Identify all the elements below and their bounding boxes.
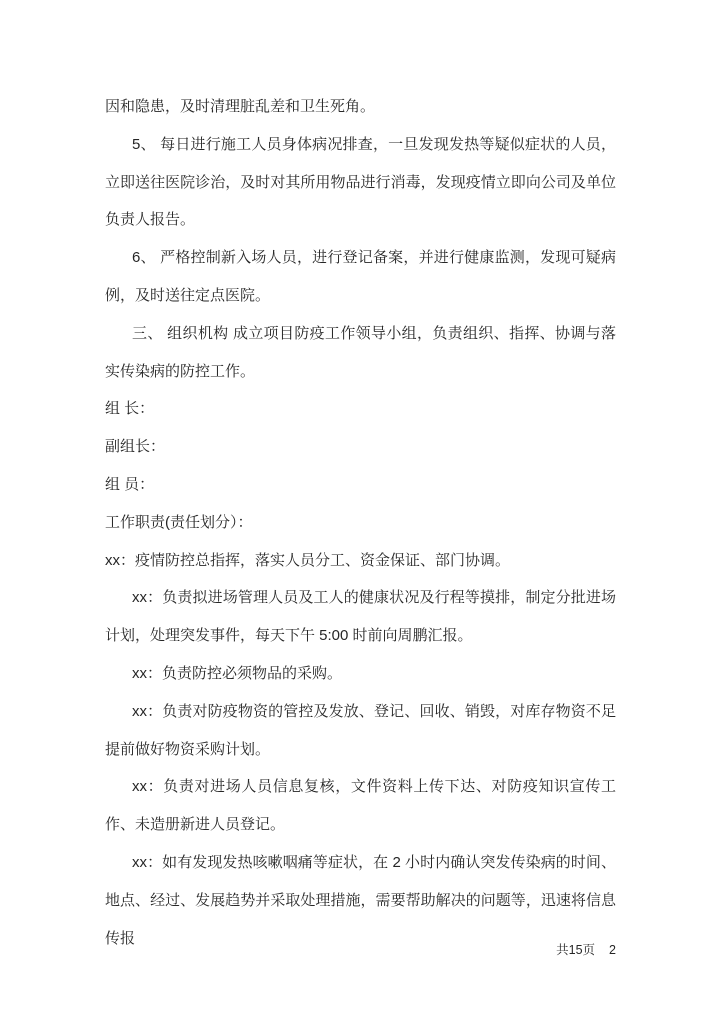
- paragraph: xx：负责对防疫物资的管控及发放、登记、回收、销毁，对库存物资不足提前做好物资采购计划。: [105, 702, 616, 758]
- paragraph: 组 长：: [105, 400, 155, 418]
- document-body: [105, 88, 616, 957]
- paragraph: xx：负责防控必须物品的采购。: [132, 664, 343, 682]
- paragraph: xx：疫情防控总指挥，落实人员分工、资金保证、部门协调。: [105, 551, 511, 569]
- paragraph: 5、 每日进行施工人员身体病况排查，一旦发现发热等疑似症状的人员，立即送往医院诊治，及时对其所用物品进行消毒，发现疫情立即向公司及单位负责人报告。: [105, 135, 616, 229]
- paragraph: 副组长：: [105, 438, 166, 456]
- paragraph: xx：负责对进场人员信息复核，文件资料上传下达、对防疫知识宣传工作、未造册新进人员登记。: [105, 778, 616, 834]
- paragraph: 三、 组织机构 成立项目防疫工作领导小组，负责组织、指挥、协调与落实传染病的防控工作。: [105, 324, 616, 380]
- footer-total-pages: 共15页: [556, 943, 596, 957]
- page-footer: [105, 941, 616, 959]
- paragraph: 组 员：: [105, 475, 155, 493]
- paragraph: xx：如有发现发热咳嗽咽痛等症状，在 2 小时内确认突发传染病的时间、地点、经过、发展趋势并采取处理措施，需要帮助解决的问题等，迅速将信息传报: [105, 853, 616, 947]
- paragraph: 6、 严格控制新入场人员，进行登记备案，并进行健康监测，发现可疑病例，及时送往定点医院。: [105, 249, 616, 304]
- footer-page-number: 2: [609, 943, 616, 957]
- paragraph: xx：负责拟进场管理人员及工人的健康状况及行程等摸排，制定分批进场计划，处理突发事件，每天下午 5:00 时前向周鹏汇报。: [105, 589, 616, 645]
- paragraph: 工作职责(责任划分）：: [105, 513, 253, 531]
- paragraph: 因和隐患，及时清理脏乱差和卫生死角。: [105, 98, 376, 115]
